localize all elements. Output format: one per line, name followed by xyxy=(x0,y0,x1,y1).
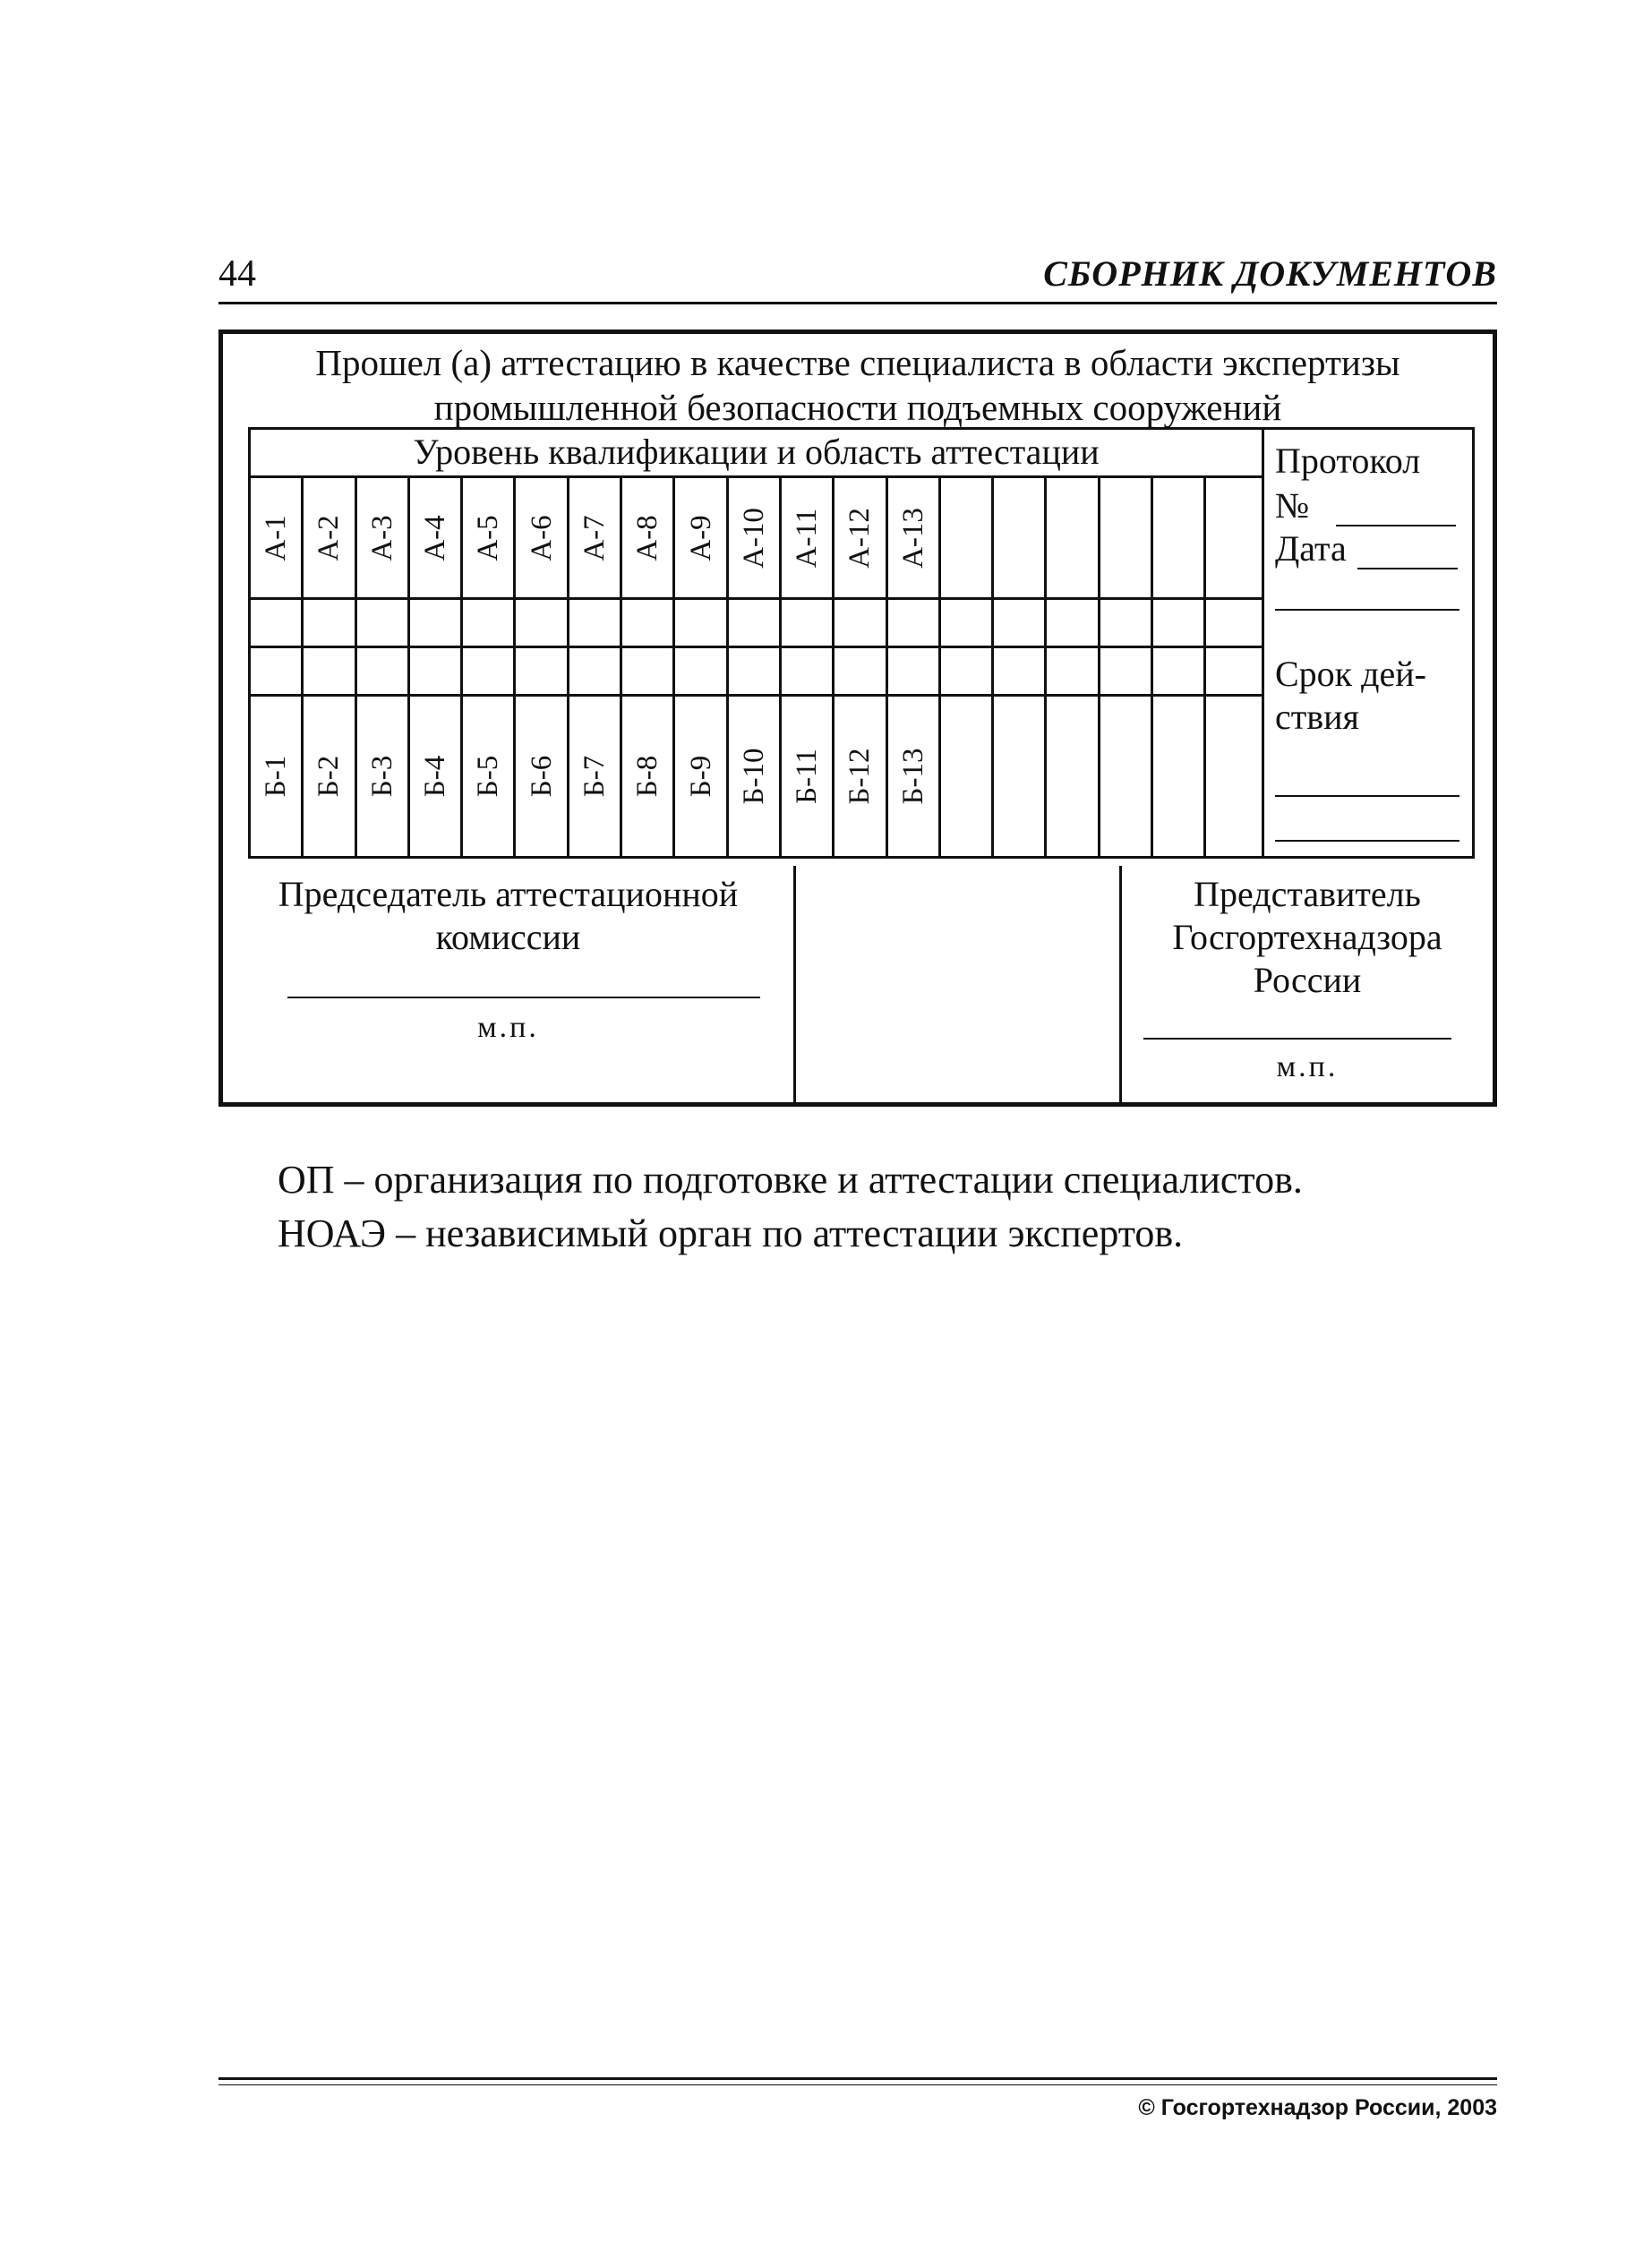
validity-label-line-2: ствия xyxy=(1275,697,1359,737)
a-level-cell-10 xyxy=(729,478,782,597)
b-level-label-12: Б-12 xyxy=(843,748,877,805)
a-level-label-9: А-9 xyxy=(684,514,717,561)
a-level-label-1: А-1 xyxy=(260,514,293,561)
empty-row-1-cell-5 xyxy=(463,600,516,646)
date-extra-line xyxy=(1275,609,1459,611)
abbreviation-note-op: ОП – организация по подготовке и аттестации специалистов. xyxy=(278,1158,1303,1202)
empty-row-2-cell-14 xyxy=(941,648,994,694)
empty-row-1-cell-13 xyxy=(888,600,941,646)
empty-row-2-cell-5 xyxy=(463,648,516,694)
a-level-label-5: А-5 xyxy=(472,514,505,561)
b-level-cell-10 xyxy=(729,697,782,856)
form-heading-line-2: промышленной безопасности подъемных сооружений xyxy=(433,387,1282,428)
a-level-row xyxy=(251,478,1262,600)
a-level-label-7: А-7 xyxy=(578,514,611,561)
empty-row-2-cell-1 xyxy=(251,648,304,694)
empty-row-1-cell-9 xyxy=(675,600,728,646)
a-level-label-13: А-13 xyxy=(896,507,929,569)
empty-row-1-cell-14 xyxy=(941,600,994,646)
empty-row-2-cell-17 xyxy=(1100,648,1153,694)
b-level-cell-11 xyxy=(782,697,835,856)
chairman-label-line-1: Председатель аттестационной xyxy=(278,874,739,914)
footer-rule-thick xyxy=(218,2077,1497,2080)
a-level-cell-19 xyxy=(1206,478,1262,597)
empty-row-2-cell-10 xyxy=(729,648,782,694)
empty-row-2-cell-7 xyxy=(569,648,622,694)
a-level-label-10: А-10 xyxy=(737,507,770,569)
form-heading-line-1: Прошел (а) аттестацию в качестве специалиста в области экспертизы xyxy=(315,342,1400,383)
empty-row-1-cell-8 xyxy=(622,600,675,646)
a-level-label-12: А-12 xyxy=(843,507,877,569)
b-level-cell-16 xyxy=(1048,697,1100,856)
empty-row-2-cell-4 xyxy=(410,648,463,694)
a-level-cell-11 xyxy=(782,478,835,597)
a-level-cell-15 xyxy=(994,478,1047,597)
empty-row-1-cell-3 xyxy=(357,600,410,646)
b-level-label-13: Б-13 xyxy=(896,748,929,805)
b-level-row xyxy=(251,697,1262,856)
qualification-header: Уровень квалификации и область аттестации xyxy=(251,430,1262,478)
validity-field-line-2 xyxy=(1275,840,1459,842)
chairman-signature-block xyxy=(223,866,796,1102)
empty-row-1-cell-4 xyxy=(410,600,463,646)
empty-row-2-cell-19 xyxy=(1206,648,1262,694)
empty-row-1-cell-19 xyxy=(1206,600,1262,646)
b-level-label-5: Б-5 xyxy=(472,755,505,798)
empty-row-1-cell-15 xyxy=(994,600,1047,646)
representative-signature-line xyxy=(1143,1038,1451,1040)
b-level-label-3: Б-3 xyxy=(365,755,398,798)
a-level-label-4: А-4 xyxy=(419,514,452,561)
number-field-line xyxy=(1336,525,1456,526)
b-level-label-2: Б-2 xyxy=(312,755,346,798)
empty-row-2-cell-12 xyxy=(835,648,887,694)
empty-row-2-cell-11 xyxy=(782,648,835,694)
a-level-cell-17 xyxy=(1100,478,1153,597)
a-level-cell-8 xyxy=(622,478,675,597)
a-level-cell-14 xyxy=(941,478,994,597)
validity-field-line-1 xyxy=(1275,795,1459,797)
empty-row-2-cell-15 xyxy=(994,648,1047,694)
qualification-block xyxy=(248,427,1475,859)
page-number: 44 xyxy=(218,253,256,295)
b-level-label-7: Б-7 xyxy=(578,755,611,798)
b-level-cell-14 xyxy=(941,697,994,856)
a-level-label-8: А-8 xyxy=(631,514,664,561)
a-level-label-3: А-3 xyxy=(365,514,398,561)
chairman-stamp-label: м.п. xyxy=(477,1011,539,1044)
empty-row-1-cell-6 xyxy=(517,600,569,646)
empty-row-1-cell-16 xyxy=(1048,600,1100,646)
empty-row-1-cell-2 xyxy=(304,600,356,646)
b-level-cell-18 xyxy=(1153,697,1206,856)
footer-rule-thin xyxy=(218,2084,1497,2085)
empty-row-2-cell-16 xyxy=(1048,648,1100,694)
empty-row-1-cell-1 xyxy=(251,600,304,646)
b-level-cell-4 xyxy=(410,697,463,856)
protocol-panel xyxy=(1264,430,1472,856)
header-rule xyxy=(218,302,1497,304)
a-level-cell-18 xyxy=(1153,478,1206,597)
b-level-label-1: Б-1 xyxy=(260,755,293,798)
a-level-cell-5 xyxy=(463,478,516,597)
b-level-label-4: Б-4 xyxy=(419,755,452,798)
empty-row-2-cell-2 xyxy=(304,648,356,694)
date-label: Дата xyxy=(1275,528,1347,569)
a-level-cell-2 xyxy=(304,478,356,597)
certificate-form xyxy=(218,330,1497,1107)
abbreviation-note-noae: НОАЭ – независимый орган по аттестации экспертов. xyxy=(278,1211,1184,1255)
empty-row-1-cell-18 xyxy=(1153,600,1206,646)
b-level-label-6: Б-6 xyxy=(525,755,558,798)
empty-row-2-cell-13 xyxy=(888,648,941,694)
empty-row-2-cell-6 xyxy=(517,648,569,694)
empty-row-2-cell-9 xyxy=(675,648,728,694)
a-level-cell-7 xyxy=(569,478,622,597)
b-level-label-10: Б-10 xyxy=(737,748,770,805)
empty-row-1-cell-11 xyxy=(782,600,835,646)
empty-row-2-cell-18 xyxy=(1153,648,1206,694)
a-level-cell-12 xyxy=(835,478,887,597)
qualification-grid xyxy=(251,430,1264,856)
b-level-label-8: Б-8 xyxy=(631,755,664,798)
copyright: © Госгортехнадзор России, 2003 xyxy=(1138,2095,1497,2120)
b-level-cell-1 xyxy=(251,697,304,856)
b-level-cell-6 xyxy=(517,697,569,856)
validity-label-line-1: Срок дей- xyxy=(1275,654,1426,694)
number-label: № xyxy=(1275,485,1310,526)
b-level-cell-15 xyxy=(994,697,1047,856)
chairman-label-line-2: комиссии xyxy=(435,917,581,957)
b-level-label-11: Б-11 xyxy=(791,749,824,804)
a-level-label-2: А-2 xyxy=(312,514,346,561)
a-level-cell-3 xyxy=(357,478,410,597)
a-level-cell-13 xyxy=(888,478,941,597)
running-title: СБОРНИК ДОКУМЕНТОВ xyxy=(1043,253,1497,294)
a-level-label-6: А-6 xyxy=(525,514,558,561)
b-level-label-9: Б-9 xyxy=(684,755,717,798)
representative-stamp-label: м.п. xyxy=(1276,1050,1339,1083)
middle-blank-block xyxy=(796,866,1122,1102)
representative-signature-block xyxy=(1122,866,1493,1102)
b-level-cell-19 xyxy=(1206,697,1262,856)
empty-row-2 xyxy=(251,648,1262,697)
a-level-cell-6 xyxy=(517,478,569,597)
chairman-signature-line xyxy=(287,997,760,998)
empty-row-1-cell-17 xyxy=(1100,600,1153,646)
representative-label-line-3: России xyxy=(1253,960,1362,1000)
b-level-cell-8 xyxy=(622,697,675,856)
b-level-cell-7 xyxy=(569,697,622,856)
b-level-cell-13 xyxy=(888,697,941,856)
b-level-cell-3 xyxy=(357,697,410,856)
empty-row-1-cell-7 xyxy=(569,600,622,646)
b-level-cell-9 xyxy=(675,697,728,856)
empty-row-1 xyxy=(251,600,1262,648)
representative-label-line-1: Представитель xyxy=(1194,874,1421,914)
b-level-cell-2 xyxy=(304,697,356,856)
empty-row-2-cell-3 xyxy=(357,648,410,694)
a-level-cell-16 xyxy=(1048,478,1100,597)
b-level-cell-5 xyxy=(463,697,516,856)
date-field-line xyxy=(1357,568,1458,569)
empty-row-2-cell-8 xyxy=(622,648,675,694)
b-level-cell-12 xyxy=(835,697,887,856)
b-level-cell-17 xyxy=(1100,697,1153,856)
a-level-label-11: А-11 xyxy=(791,508,824,568)
a-level-cell-9 xyxy=(675,478,728,597)
protocol-label: Протокол xyxy=(1275,441,1421,481)
a-level-cell-1 xyxy=(251,478,304,597)
a-level-cell-4 xyxy=(410,478,463,597)
representative-label-line-2: Госгортехнадзора xyxy=(1172,917,1442,957)
empty-row-1-cell-10 xyxy=(729,600,782,646)
empty-row-1-cell-12 xyxy=(835,600,887,646)
